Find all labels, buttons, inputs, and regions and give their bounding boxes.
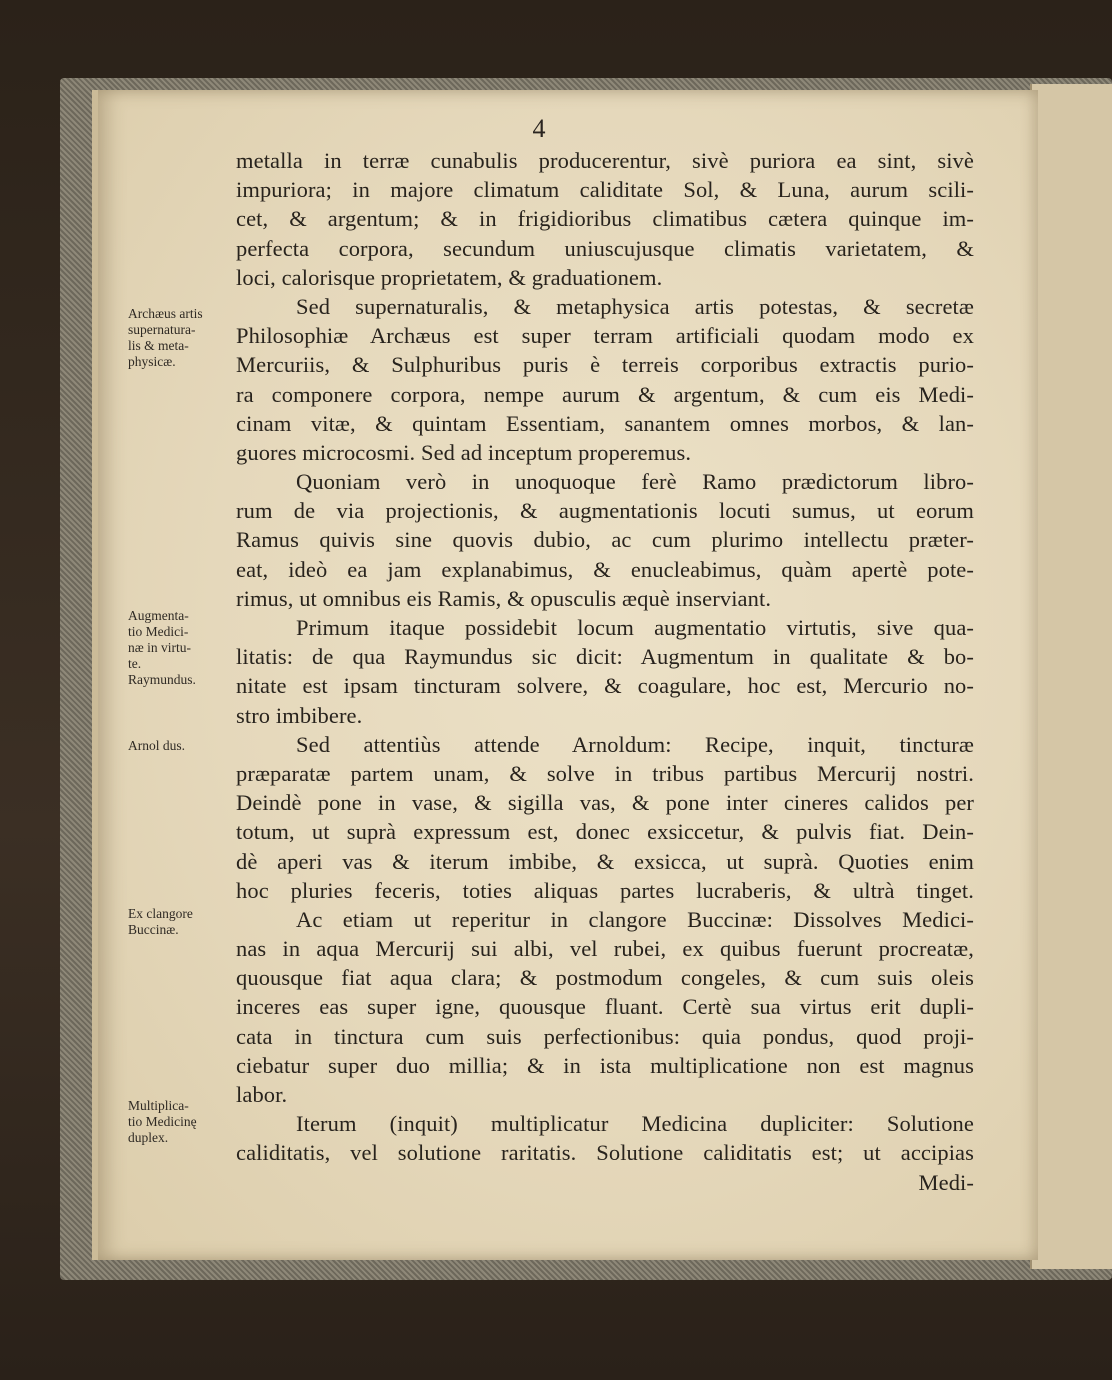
text-line: ra componere corpora, nempe aurum & argentum, & cum eis Medi- xyxy=(236,381,974,407)
margin-note-line: næ in virtu- xyxy=(128,640,191,655)
text-line: litatis: de qua Raymundus sic dicit: Augmentum in qualitate & bo- xyxy=(236,644,974,670)
margin-note-line: Raymundus. xyxy=(128,672,196,687)
facing-page-edge xyxy=(1030,84,1112,1269)
text-line: labor. xyxy=(236,1082,288,1107)
margin-note-multiplicatio xyxy=(128,1098,240,1146)
text-line: perfecta corpora, secundum uniuscujusque climatis varietatem, & xyxy=(236,235,974,261)
margin-note-line: te. xyxy=(128,656,142,671)
margin-note-arnoldus xyxy=(128,738,240,754)
margin-note-line: tio Medicinę xyxy=(128,1114,197,1129)
text-line: nas in aqua Mercurij sui albi, vel rubei, ex quibus fuerunt procreatæ, xyxy=(236,936,974,962)
text-line: cet, & argentum; & in frigidioribus climatibus cætera quinque im- xyxy=(236,206,974,232)
text-line: quousque fiat aqua clara; & postmodum congeles, & cum suis oleis xyxy=(236,965,974,991)
body-text xyxy=(236,146,974,1197)
text-line: præparatæ partem unam, & solve in tribus partibus Mercurij nostri. xyxy=(236,760,974,786)
text-line: totum, ut suprà expressum est, donec exsiccetur, & pulvis fiat. Dein- xyxy=(236,819,974,845)
text-line: rum de via projectionis, & augmentationis locuti sumus, ut eorum xyxy=(236,498,974,524)
text-line: dè aperi vas & iterum imbibe, & exsicca, ut suprà. Quoties enim xyxy=(236,848,974,874)
catchword: Medi- xyxy=(918,1169,974,1195)
text-line: ciebatur super duo millia; & in ista multiplicatione non est magnus xyxy=(236,1052,974,1078)
margin-note-line: Arnol dus. xyxy=(128,738,185,753)
text-line: Iterum (inquit) multiplicatur Medicina dupliciter: Solutione xyxy=(296,1111,974,1137)
margin-note-line: lis & meta- xyxy=(128,338,189,353)
margin-note-line: tio Medici- xyxy=(128,624,189,639)
margin-note-line: Ex clangore xyxy=(128,906,193,921)
text-line: rimus, ut omnibus eis Ramis, & opusculis æquè inserviant. xyxy=(236,585,772,611)
margin-note-augmentatio xyxy=(128,608,240,688)
text-line: cata in tinctura cum suis perfectionibus: quia pondus, quod proji- xyxy=(236,1023,974,1049)
text-line: nitate est ipsam tincturam solvere, & coagulare, hoc est, Mercurio no- xyxy=(236,673,974,699)
text-line: impuriora; in majore climatum caliditate Sol, & Luna, aurum scili- xyxy=(236,177,974,203)
margin-note-line: Buccinæ. xyxy=(128,922,179,937)
text-line: cinam vitæ, & quintam Essentiam, sanantem omnes morbos, & lan- xyxy=(236,410,974,436)
text-line: guores microcosmi. Sed ad inceptum properemus. xyxy=(236,439,692,465)
margin-note-line: supernatura- xyxy=(128,322,196,337)
margin-note-line: Augmenta- xyxy=(128,608,189,623)
text-line: stro imbibere. xyxy=(236,702,363,728)
margin-note-archaeus xyxy=(128,306,240,370)
text-line: caliditatis, vel solutione raritatis. Solutione caliditatis est; ut accipias xyxy=(236,1140,974,1166)
text-line: eat, ideò ea jam explanabimus, & enucleabimus, quàm apertè pote- xyxy=(236,556,974,582)
margin-note-line: duplex. xyxy=(128,1130,169,1145)
text-line: metalla in terræ cunabulis producerentur, sivè puriora ea sint, sivè xyxy=(236,148,974,173)
margin-note-line: Archæus artis xyxy=(128,306,203,321)
margin-note-clangore xyxy=(128,906,240,938)
text-line: inceres eas super igne, quousque fluant. Certè sua virtus erit dupli- xyxy=(236,994,974,1020)
text-line: Ramus quivis sine quovis dubio, ac cum plurimo intellectu præter- xyxy=(236,527,974,553)
text-line: Ac etiam ut reperitur in clangore Buccinæ: Dissolves Medici- xyxy=(296,906,974,932)
page-number: 4 xyxy=(532,114,546,143)
text-line: Sed supernaturalis, & metaphysica artis potestas, & secretæ xyxy=(296,293,974,319)
text-line: Mercuriis, & Sulphuribus puris è terreis corporibus extractis purio- xyxy=(236,352,974,378)
margin-note-line: physicæ. xyxy=(128,354,176,369)
text-line: Primum itaque possidebit locum augmentatio virtutis, sive qua- xyxy=(296,615,974,640)
text-line: Quoniam verò in unoquoque ferè Ramo prædictorum libro- xyxy=(296,469,974,495)
text-line: Deindè pone in vase, & sigilla vas, & pone inter cineres calidos per xyxy=(236,790,974,816)
text-line: hoc pluries feceris, toties aliquas partes lucraberis, & ultrà tinget. xyxy=(236,877,974,903)
text-line: Sed attentiùs attende Arnoldum: Recipe, inquit, tincturæ xyxy=(296,731,974,757)
text-line: loci, calorisque proprietatem, & graduationem. xyxy=(236,264,663,290)
margin-note-line: Multiplica- xyxy=(128,1098,189,1113)
text-line: Philosophiæ Archæus est super terram artificiali quodam modo ex xyxy=(236,323,974,349)
